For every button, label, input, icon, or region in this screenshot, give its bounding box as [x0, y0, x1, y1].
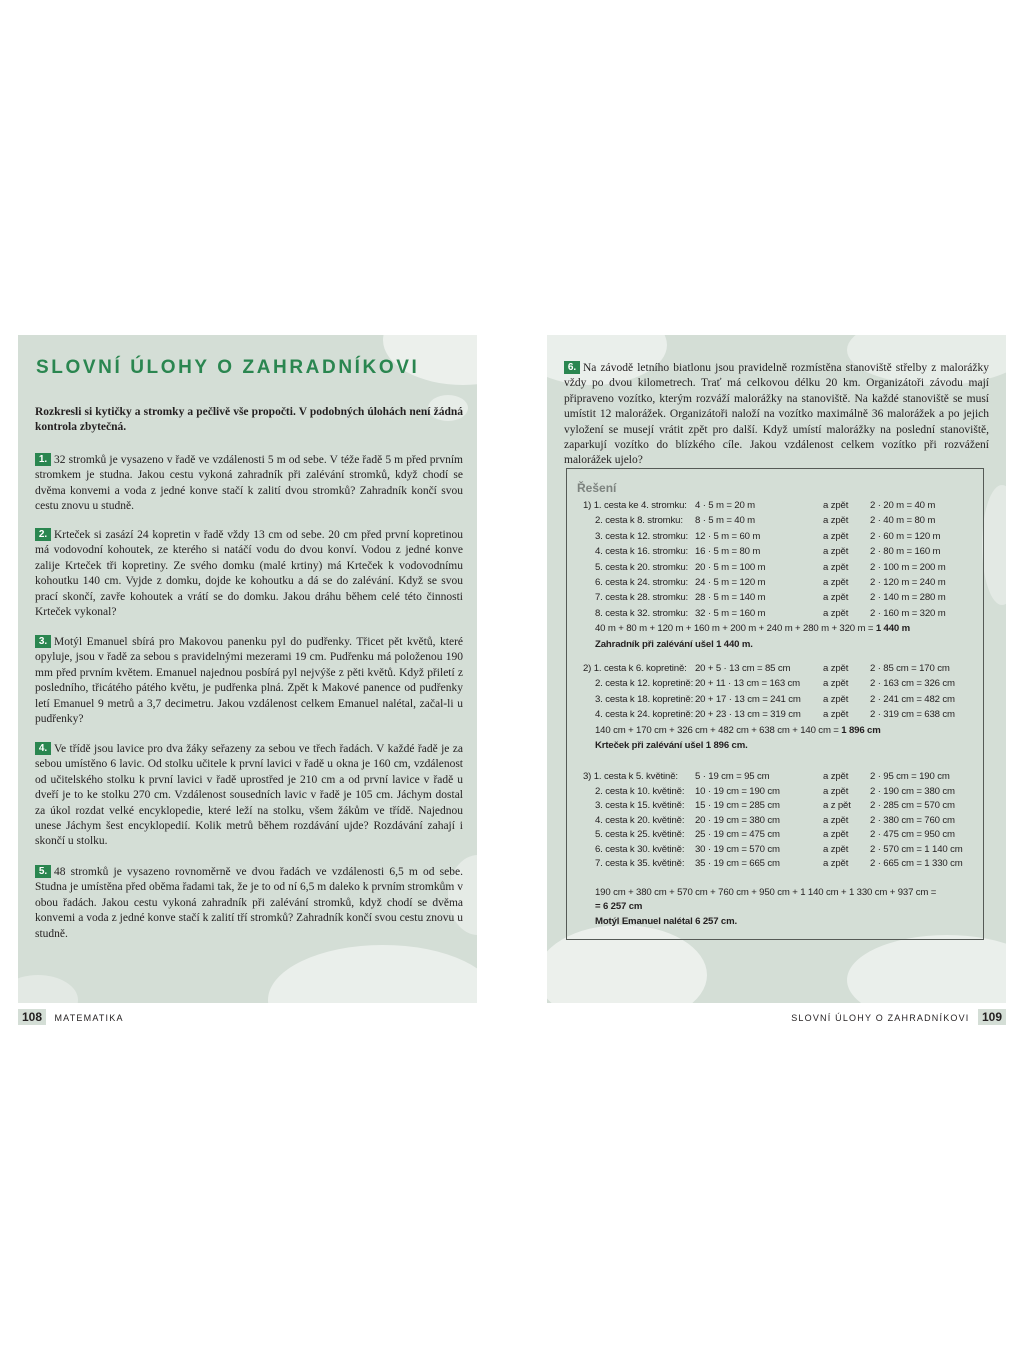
row-calc: 5 · 19 cm = 95 cm: [695, 771, 770, 782]
row-back: a zpět: [823, 561, 849, 573]
right-page: [547, 335, 1006, 1003]
paint-splatter: [268, 945, 477, 1003]
row-calc: 28 · 5 m = 140 m: [695, 592, 766, 604]
solution-row: [595, 590, 985, 605]
task-number: 5.: [35, 865, 51, 878]
row-calc: 20 · 5 m = 100 m: [695, 561, 766, 573]
row-calc-back: 2 · 120 m = 240 m: [870, 577, 946, 588]
solution-row: [583, 498, 973, 513]
task-4: [35, 742, 463, 850]
solution-row: [595, 813, 985, 828]
row-label: 2. cesta k 12. kopretině:: [595, 678, 694, 690]
row-label: 3. cesta k 15. květině:: [595, 800, 685, 811]
solution-row: [595, 575, 985, 590]
sum-line: [595, 621, 910, 636]
row-calc-back: 2 · 285 cm = 570 cm: [870, 800, 955, 811]
row-back: a zpět: [823, 592, 849, 604]
running-head: SLOVNÍ ÚLOHY O ZAHRADNÍKOVI: [791, 1013, 970, 1023]
row-calc-back: 2 · 20 m = 40 m: [870, 500, 936, 511]
row-calc: 20 + 23 · 13 cm = 319 cm: [695, 709, 801, 721]
row-back: a zpět: [823, 843, 849, 855]
task-6: [564, 361, 989, 469]
task-text: 32 stromků je vysazeno v řadě ve vzdálenosti 5 m od sebe. V téže řadě 5 m před prvním stromkem je studna. Jakou cestu vykoná zahradník při zalévání stromků, když chodí se dvěma konvemi a voda z jedné konve stačí k zalití dvou stromků? Zahradník končí svou cestu znovu u studně.: [35, 454, 463, 513]
task-5: [35, 865, 463, 942]
task-number: 1.: [35, 453, 51, 466]
row-back: a zpět: [823, 771, 849, 782]
solution-row: [595, 707, 985, 722]
left-footer: [18, 1008, 124, 1024]
row-back: a zpět: [823, 546, 849, 558]
row-calc: 35 · 19 cm = 665 cm: [695, 858, 780, 869]
sum-line: 190 cm + 380 cm + 570 cm + 760 cm + 950 cm + 1 140 cm + 1 330 cm + 937 cm =: [595, 886, 937, 898]
left-page: [18, 335, 477, 1003]
row-calc-back: 2 · 380 cm = 760 cm: [870, 814, 955, 826]
row-calc-back: 2 · 241 cm = 482 cm: [870, 693, 955, 705]
row-label: 1) 1. cesta ke 4. stromku:: [583, 500, 687, 511]
row-calc: 16 · 5 m = 80 m: [695, 546, 761, 558]
page-title: SLOVNÍ ÚLOHY O ZAHRADNÍKOVI: [36, 357, 420, 378]
solution-row: [595, 529, 985, 544]
sum-expression: 140 cm + 170 cm + 326 cm + 482 cm + 638 cm + 140 cm =: [595, 724, 842, 736]
row-label: 7. cesta k 28. stromku:: [595, 592, 689, 604]
solution-row: [595, 798, 985, 813]
row-back: a zpět: [823, 829, 849, 840]
solution-row: [595, 692, 985, 707]
task-3: [35, 635, 463, 727]
row-back: a zpět: [823, 515, 849, 527]
row-label: 3. cesta k 12. stromku:: [595, 530, 689, 542]
row-back: a z pět: [823, 800, 851, 811]
solution-row: [595, 856, 985, 871]
solution-title: Řešení: [577, 481, 617, 495]
row-back: a zpět: [823, 858, 849, 869]
sum-result: = 6 257 cm: [595, 901, 643, 912]
row-calc-back: 2 · 160 m = 320 m: [870, 607, 946, 619]
solution-row: [595, 560, 985, 575]
row-calc: 20 + 11 · 13 cm = 163 cm: [695, 678, 801, 690]
row-label: 2. cesta k 10. květině:: [595, 785, 685, 797]
sum-expression: 40 m + 80 m + 120 m + 160 m + 200 m + 240 m + 280 m + 320 m =: [595, 623, 876, 635]
task-text: Krteček si zasází 24 kopretin v řadě vždy 13 cm od sebe. 20 cm před první kopretinou má vodovodní kohoutek, ze kterého si natáčí vodu do dvou konví. Vodou z jedné konve zalije Krteček tři kopretiny. Ze svého domku (malé krtiny) má Krteček k vodovodnímu kohoutku 140 cm. Vyjde z domku, dojde ke kohoutku a dá se do zalévání. Když se svou prací skončí, zavře kohoutek a vrátí se do domku. Jakou dráhu během celé této činnosti Krteček vykonal?: [35, 529, 463, 619]
row-calc: 8 · 5 m = 40 m: [695, 515, 756, 527]
row-back: a zpět: [823, 663, 849, 674]
row-back: a zpět: [823, 709, 849, 721]
row-label: 3) 1. cesta k 5. květině:: [583, 771, 678, 782]
row-label: 2) 1. cesta k 6. kopretině:: [583, 663, 687, 674]
running-head: MATEMATIKA: [54, 1013, 124, 1023]
intro-text: Rozkresli si kytičky a stromky a pečlivě vše propočti. V podobných úlohách není žádná kontrola zbytečná.: [35, 406, 463, 434]
solution-row: [595, 606, 985, 621]
sum-result: 1 440 m: [875, 623, 910, 635]
row-calc-back: 2 · 140 m = 280 m: [870, 592, 946, 604]
row-calc-back: 2 · 665 cm = 1 330 cm: [870, 858, 963, 869]
task-number: 3.: [35, 635, 51, 648]
row-calc: 20 · 19 cm = 380 cm: [695, 814, 780, 826]
row-label: 4. cesta k 16. stromku:: [595, 546, 689, 558]
row-back: a zpět: [823, 500, 849, 511]
row-calc: 24 · 5 m = 120 m: [695, 577, 766, 588]
task-2: [35, 528, 463, 620]
row-calc-back: 2 · 100 m = 200 m: [870, 561, 946, 573]
row-back: a zpět: [823, 607, 849, 619]
row-calc: 15 · 19 cm = 285 cm: [695, 800, 780, 811]
paint-splatter: [847, 935, 1006, 1003]
row-calc-back: 2 · 60 m = 120 m: [870, 530, 941, 542]
row-label: 7. cesta k 35. květině:: [595, 858, 685, 869]
row-calc: 32 · 5 m = 160 m: [695, 607, 766, 619]
solution-row: [583, 661, 973, 676]
task-number: 6.: [564, 361, 580, 374]
answer-line: Krteček při zalévání ušel 1 896 cm.: [595, 740, 748, 751]
solution-row: [595, 544, 985, 559]
task-number: 4.: [35, 742, 51, 755]
row-label: 4. cesta k 24. kopretině:: [595, 709, 694, 721]
row-calc: 10 · 19 cm = 190 cm: [695, 785, 780, 797]
sum-result: 1 896 cm: [841, 724, 881, 736]
row-label: 3. cesta k 18. kopretině:: [595, 693, 694, 705]
task-text: 48 stromků je vysazeno rovnoměrně ve dvou řadách ve vzdálenosti 6,5 m od sebe. Studna je umístěna před oběma řadami tak, že je to od ní 6,5 m daleko k prvním stromkům v obou řadách. Jakou cestu vykoná zahradník při zalévání stromků, když chodí se dvěma konvemi a voda z jedné konve stačí k zalití tří stromků? Zahradník končí svou cestu znovu u studně.: [35, 866, 463, 940]
row-calc: 12 · 5 m = 60 m: [695, 530, 761, 542]
solution-row: [595, 842, 985, 857]
row-calc-back: 2 · 570 cm = 1 140 cm: [870, 843, 963, 855]
answer-line: Motýl Emanuel nalétal 6 257 cm.: [595, 915, 737, 927]
row-calc-back: 2 · 40 m = 80 m: [870, 515, 936, 527]
row-label: 8. cesta k 32. stromku:: [595, 607, 689, 619]
task-text: Ve třídě jsou lavice pro dva žáky seřazeny za sebou ve třech řadách. V každé řadě je za sebou umístěno 6 lavic. Od stolku učitele k první lavici v řadě u okna je 160 cm, vzdálenost od učitelského stolku k první lavici v řadě uprostřed je 210 cm a od první lavice v řadě u dveří je to ke stolku 270 cm. Vzdálenost sousedních lavic v řadě je 105 cm. Jáchym dostal za úkol rozdat velké encyklopedie, které leží na stolku, všem žákům ve třídě. Najednou unese Jáchym šest encyklopedií. Kolik metrů během rozdávání ujde? Rozdávání zahají i skončí u stolku.: [35, 743, 463, 848]
row-back: a zpět: [823, 678, 849, 690]
row-calc-back: 2 · 80 m = 160 m: [870, 546, 941, 558]
sum-line: [595, 723, 881, 738]
row-back: a zpět: [823, 785, 849, 797]
row-calc-back: 2 · 319 cm = 638 cm: [870, 709, 955, 721]
row-calc-back: 2 · 163 cm = 326 cm: [870, 678, 955, 690]
paint-splatter: [982, 485, 1006, 605]
row-back: a zpět: [823, 693, 849, 705]
row-label: 2. cesta k 8. stromku:: [595, 515, 683, 527]
solution-row: [583, 769, 973, 784]
solution-row: [595, 784, 985, 799]
row-label: 4. cesta k 20. květině:: [595, 814, 685, 826]
row-calc-back: 2 · 475 cm = 950 cm: [870, 829, 955, 840]
solution-row: [595, 513, 985, 528]
row-calc: 20 + 5 · 13 cm = 85 cm: [695, 663, 791, 674]
task-number: 2.: [35, 528, 51, 541]
task-text: Motýl Emanuel sbírá pro Makovou panenku pyl do pudřenky. Třicet pět květů, které opyluje, jsou v řadě za sebou s pravidelnými mezerami 19 cm. Pudřenku má položenou 190 mm před prvním květem. Emanuel najednou posbírá pyl nejvýše z pěti květů. Když přiletí z posledního, třicátého pátého květu, je pudřenka plná. Zpět k Makové panence od pudřenky letí Emanuel 9 metrů a 3,7 decimetru. Jakou vzdálenost celkem Emanuel nalétal, začal-li u pudřenky?: [35, 636, 463, 726]
row-calc: 25 · 19 cm = 475 cm: [695, 829, 780, 840]
row-back: a zpět: [823, 577, 849, 588]
row-calc: 4 · 5 m = 20 m: [695, 500, 756, 511]
row-calc: 30 · 19 cm = 570 cm: [695, 843, 780, 855]
solution-row: [595, 827, 985, 842]
row-label: 6. cesta k 30. květině:: [595, 843, 685, 855]
task-1: [35, 453, 463, 515]
task-text: Na závodě letního biatlonu jsou pravidelně rozmístěna stanoviště střelby z malorážky vždy po dvou kilometrech. Trať má celkovou délku 20 km. Organizátoři závodu mají připraveno vozítko, kterým rozváží malorážky na stanoviště. Na každé stanoviště se musí umístit 12 malorážek. Organizátoři naloží na vozítko maximálně 36 malorážek a po jejich vyložení se musejí vrátit zpět pro další. Když umístí malorážky na poslední stanoviště, zaparkují vozítko do blízkého cíle. Jakou vzdálenost celkem vozítko při rozvážení malorážek ujelo?: [564, 362, 989, 467]
row-label: 5. cesta k 20. stromku:: [595, 561, 689, 573]
solution-box: [566, 468, 984, 940]
row-calc-back: 2 · 95 cm = 190 cm: [870, 771, 950, 782]
answer-line: Zahradník při zalévání ušel 1 440 m.: [595, 638, 753, 650]
row-back: a zpět: [823, 814, 849, 826]
page-number: 109: [978, 1009, 1006, 1025]
row-label: 6. cesta k 24. stromku:: [595, 577, 689, 588]
solution-row: [595, 676, 985, 691]
row-label: 5. cesta k 25. květině:: [595, 829, 685, 840]
paint-splatter: [18, 975, 78, 1003]
row-calc-back: 2 · 85 cm = 170 cm: [870, 663, 950, 674]
page-number: 108: [18, 1009, 46, 1025]
row-calc: 20 + 17 · 13 cm = 241 cm: [695, 693, 801, 705]
row-back: a zpět: [823, 530, 849, 542]
row-calc-back: 2 · 190 cm = 380 cm: [870, 785, 955, 797]
right-footer: [791, 1008, 1006, 1024]
